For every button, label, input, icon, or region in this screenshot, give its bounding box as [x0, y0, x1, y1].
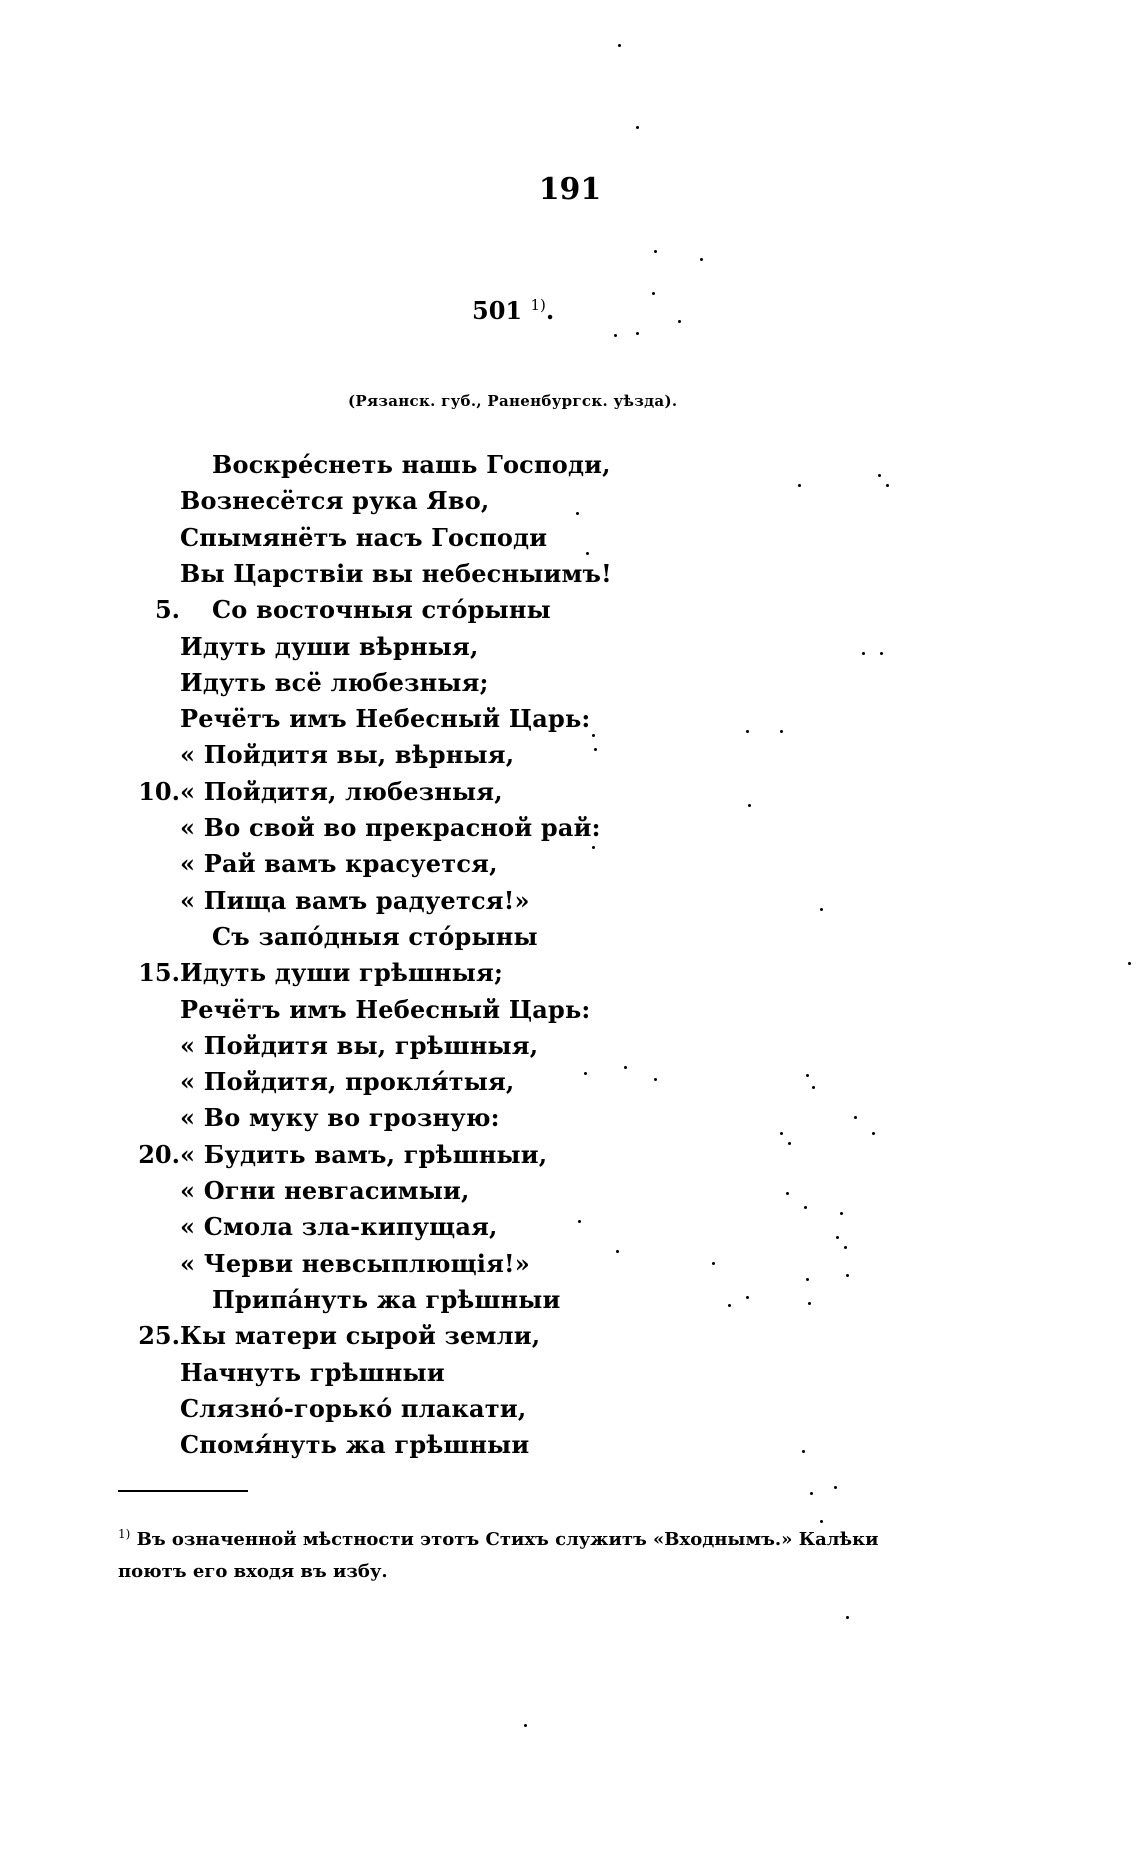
print-speck [700, 258, 703, 261]
print-speck [594, 748, 597, 751]
print-speck [636, 126, 639, 129]
line-number: 15. [138, 958, 180, 988]
print-speck [846, 1274, 849, 1277]
print-speck [844, 1246, 847, 1249]
poem-line: Кы матери сырой земли, [180, 1321, 541, 1351]
print-speck [748, 804, 751, 807]
print-speck [846, 1616, 849, 1619]
poem-line: « Во свой во прекрасной рай: [180, 813, 601, 842]
print-speck [746, 730, 749, 733]
poem-line: Вы Царствiи вы небесныимъ! [180, 558, 612, 588]
print-speck [812, 1086, 815, 1089]
poem-title: 501 $^{1)}$. [472, 296, 555, 325]
poem-line: Вознесётся рука Яво, [180, 486, 490, 516]
poem-line: Съ запо́дныя сто́рыны [212, 921, 538, 951]
poem-line: Со восточныя сто́рыны [212, 595, 551, 625]
poem-line: Речётъ имъ Небесный Царь: [180, 994, 591, 1024]
poem-line: « Смола зла-кипущая, [180, 1212, 498, 1242]
print-speck [872, 1132, 875, 1135]
poem-line: Спомя́нуть жа грѣшныи [180, 1430, 530, 1460]
print-speck [616, 1250, 619, 1253]
poem-line: « Пойдитя, прокля́тыя, [180, 1067, 515, 1097]
poem-line: Речётъ имъ Небесный Царь: [180, 704, 591, 734]
print-speck [780, 1132, 783, 1135]
print-speck [578, 1220, 581, 1223]
print-speck [820, 908, 823, 911]
print-speck [1128, 962, 1131, 965]
print-speck [836, 1236, 839, 1239]
poem-number: 501 [472, 296, 523, 325]
print-speck [592, 846, 595, 849]
print-speck [810, 1492, 813, 1495]
print-speck [786, 1192, 789, 1195]
print-speck [678, 320, 681, 323]
poem-line: « Пойдитя, любезныя, [180, 776, 503, 806]
poem-line: Спымянётъ насъ Господи [180, 522, 548, 552]
print-speck [806, 1074, 809, 1077]
poem-line: « Пойдитя вы, грѣшныя, [180, 1030, 539, 1060]
poem-line: « Пойдитя вы, вѣрныя, [180, 740, 515, 770]
print-speck [780, 730, 783, 733]
footnote [118, 1518, 918, 1588]
poem-line: « Рай вамъ красуется, [180, 849, 498, 879]
print-speck [862, 652, 865, 655]
poem-line: « Будить вамъ, грѣшныи, [180, 1139, 548, 1169]
poem-line: Начнуть грѣшныи [180, 1357, 445, 1387]
poem-line: Идуть души вѣрныя, [180, 631, 479, 661]
poem-line: « Черви невсыплющiя!» [180, 1248, 530, 1278]
print-speck [804, 1206, 807, 1209]
line-number: 10. [138, 776, 180, 806]
print-speck [712, 1262, 715, 1265]
poem-line: « Пища вамъ радуется!» [180, 885, 530, 915]
print-speck [654, 250, 657, 253]
print-speck [806, 1278, 809, 1281]
line-number: 25. [138, 1321, 180, 1351]
footnote-ref: 1) [530, 296, 546, 314]
page-number: 191 [538, 172, 602, 207]
print-speck [802, 1450, 805, 1453]
print-speck [652, 292, 655, 295]
print-speck [618, 44, 621, 47]
print-speck [878, 474, 881, 477]
poem-line: Припа́нуть жа грѣшныи [212, 1284, 561, 1314]
print-speck [614, 334, 617, 337]
poem-line: Идуть души грѣшныя; [180, 958, 504, 988]
print-speck [834, 1486, 837, 1489]
poem-line: « Во муку во грозную: [180, 1103, 500, 1133]
footnote-text: Въ означенной мѣстности этотъ Стихъ служитъ «Входнымъ.» Калѣки поютъ его входя въ избу. [118, 1529, 879, 1582]
line-number: 5. [154, 595, 180, 625]
print-speck [820, 1520, 823, 1523]
print-speck [808, 1302, 811, 1305]
poem-line: Воскре́снеть нашь Господи, [212, 450, 611, 479]
print-speck [586, 552, 589, 555]
print-speck [624, 1066, 627, 1069]
print-speck [576, 512, 579, 515]
print-speck [584, 1072, 587, 1075]
footnote-rule [118, 1490, 248, 1492]
print-speck [728, 1304, 731, 1307]
print-speck [840, 1212, 843, 1215]
print-speck [798, 484, 801, 487]
print-speck [592, 734, 595, 737]
provenance: (Рязанск. губ., Раненбургск. уѣзда). [348, 392, 678, 410]
print-speck [746, 1296, 749, 1299]
print-speck [654, 1078, 657, 1081]
poem-line: Слязно́-горько́ плакати, [180, 1393, 527, 1423]
line-number: 20. [138, 1139, 180, 1169]
print-speck [788, 1142, 791, 1145]
footnote-marker: 1) [118, 1527, 131, 1541]
print-speck [880, 652, 883, 655]
poem-line: Идуть всё любезныя; [180, 667, 489, 697]
print-speck [886, 484, 889, 487]
print-speck [636, 332, 639, 335]
print-speck [524, 1724, 527, 1727]
print-speck [854, 1116, 857, 1119]
poem-line: « Огни невгасимыи, [180, 1176, 470, 1205]
